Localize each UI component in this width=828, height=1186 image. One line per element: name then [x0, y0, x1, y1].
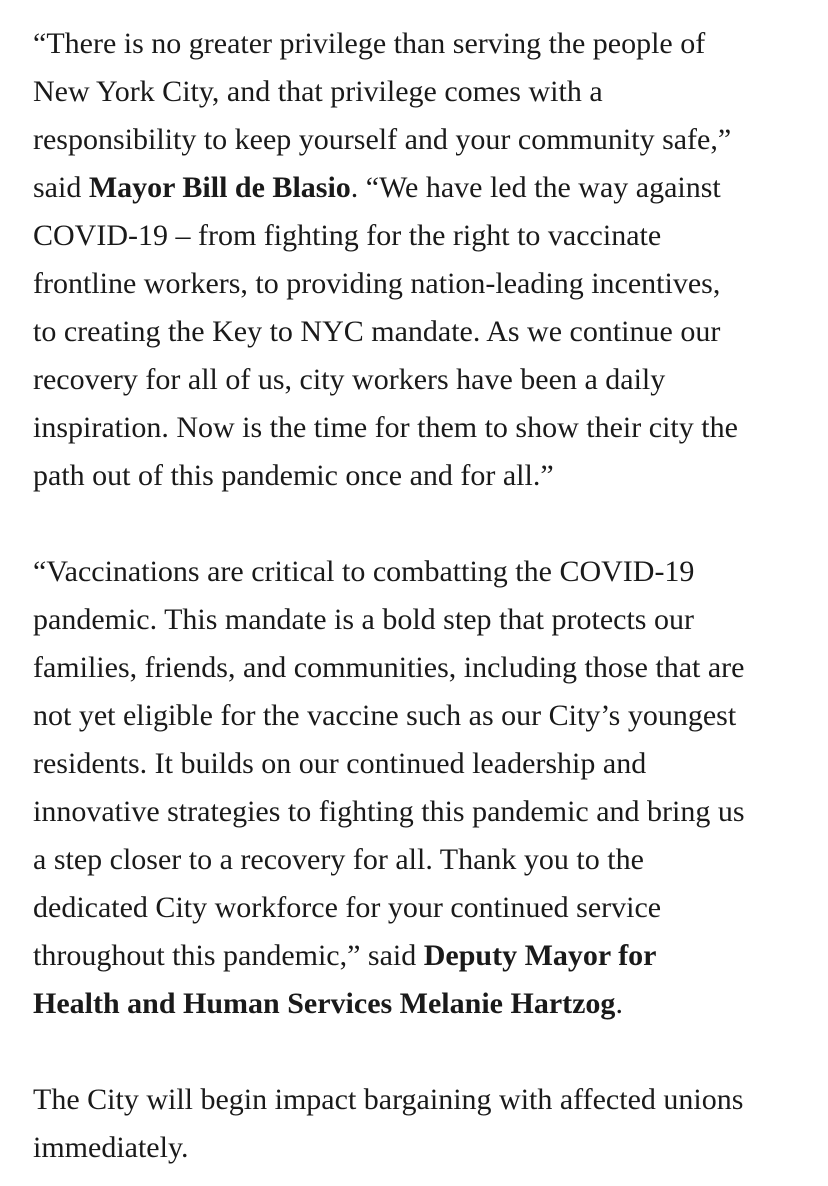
text-line [33, 308, 804, 356]
text-segment: innovative strategies to fighting this pandemic and bring us [33, 795, 745, 828]
text-segment: “There is no greater privilege than serving the people of [33, 27, 706, 60]
text-line [33, 452, 804, 500]
text-line [33, 212, 804, 260]
text-segment: dedicated City workforce for your continued service [33, 891, 662, 924]
text-line [33, 68, 804, 116]
text-line [33, 932, 804, 980]
text-line [33, 980, 804, 1028]
text-segment: path out of this pandemic once and for all.” [33, 459, 554, 492]
text-segment: “Vaccinations are critical to combatting the COVID-19 [33, 555, 695, 588]
text-line [33, 884, 804, 932]
text-segment: . [615, 987, 623, 1020]
text-segment: responsibility to keep yourself and your community safe,” [33, 123, 732, 156]
text-line [33, 788, 804, 836]
text-line [33, 1124, 804, 1172]
text-line [33, 692, 804, 740]
text-segment: New York City, and that privilege comes with a [33, 75, 603, 108]
text-segment: recovery for all of us, city workers have been a daily [33, 363, 666, 396]
text-segment: families, friends, and communities, including those that are [33, 651, 745, 684]
text-line [33, 740, 804, 788]
text-segment: said [33, 171, 89, 204]
text-segment: to creating the Key to NYC mandate. As we continue our [33, 315, 721, 348]
text-segment: a step closer to a recovery for all. Thank you to the [33, 843, 644, 876]
text-segment: inspiration. Now is the time for them to show their city the [33, 411, 738, 444]
bargaining-paragraph [33, 1076, 804, 1172]
text-segment: immediately. [33, 1131, 189, 1164]
text-segment: residents. It builds on our continued leadership and [33, 747, 647, 780]
text-line [33, 356, 804, 404]
text-line [33, 116, 804, 164]
text-segment: throughout this pandemic,” said [33, 939, 424, 972]
text-line [33, 164, 804, 212]
text-line [33, 548, 804, 596]
text-segment: frontline workers, to providing nation-leading incentives, [33, 267, 721, 300]
text-line [33, 1076, 804, 1124]
text-segment: . “We have led the way against [350, 171, 721, 204]
text-line [33, 404, 804, 452]
text-segment: The City will begin impact bargaining with affected unions [33, 1083, 744, 1116]
text-segment: COVID-19 – from fighting for the right to vaccinate [33, 219, 662, 252]
text-line [33, 260, 804, 308]
text-line [33, 20, 804, 68]
speaker-name: Health and Human Services Melanie Hartzog [33, 987, 616, 1020]
quote-paragraph-mayor [33, 20, 804, 500]
text-line [33, 836, 804, 884]
text-line [33, 596, 804, 644]
speaker-name: Deputy Mayor for [423, 939, 657, 972]
text-segment: not yet eligible for the vaccine such as our City’s youngest [33, 699, 737, 732]
text-line [33, 644, 804, 692]
text-segment: pandemic. This mandate is a bold step that protects our [33, 603, 694, 636]
quote-paragraph-deputy-mayor [33, 548, 804, 1028]
speaker-name: Mayor Bill de Blasio [88, 171, 351, 204]
